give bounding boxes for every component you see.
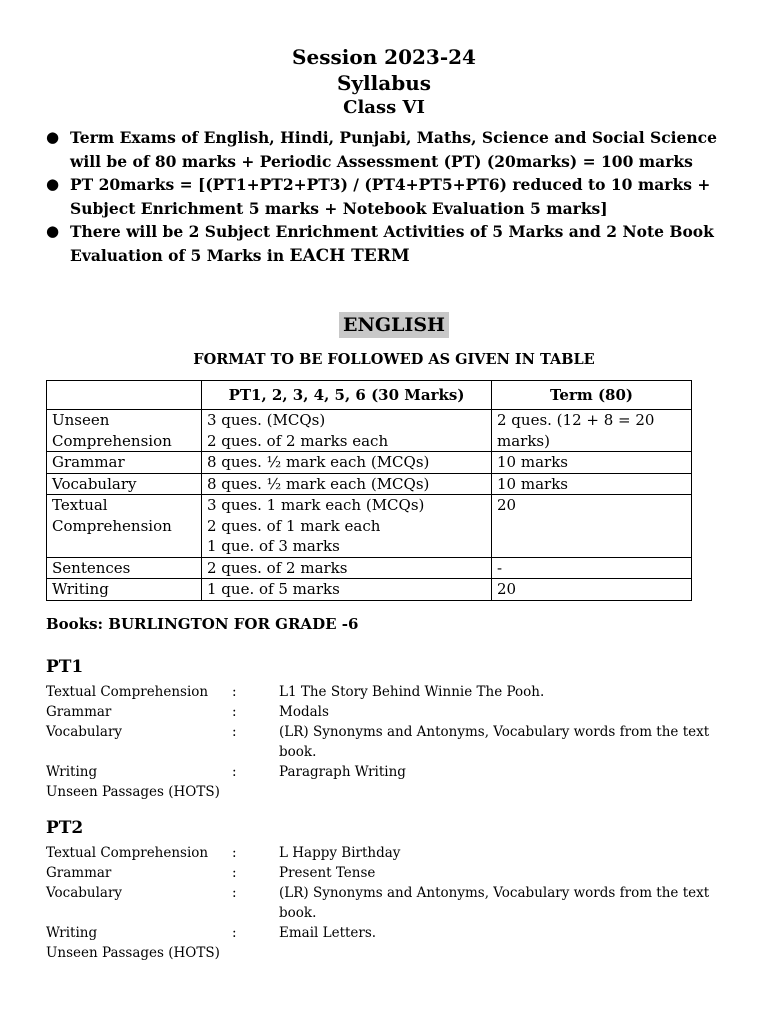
rule-text: There will be 2 Subject Enrichment Activities of 5 Marks and 2 Note Book Evaluation of 5 Marks in — [70, 222, 714, 265]
syllabus-row-label: Vocabulary — [46, 724, 123, 740]
cell-line: 2 ques. of 2 marks each — [207, 431, 389, 450]
pt1-section — [46, 656, 746, 802]
cell-line: Vocabulary — [52, 474, 137, 493]
pt-marks-cell — [202, 557, 492, 579]
section-cell — [47, 495, 202, 558]
cell-line: 10 marks — [497, 474, 568, 493]
term-marks-cell — [492, 579, 692, 601]
cell-line: 2 ques. of 1 mark each — [207, 516, 381, 535]
syllabus-row — [46, 863, 746, 883]
syllabus-row — [46, 722, 746, 762]
pt2-section — [46, 817, 746, 963]
syllabus-row-value: Email Letters. — [279, 925, 377, 941]
section-cell — [47, 473, 202, 495]
syllabus-row-value: Modals — [279, 704, 329, 720]
table-header-cell: Term (80) — [492, 381, 692, 410]
marks-format-table — [46, 380, 692, 601]
pt-marks-cell — [202, 452, 492, 474]
syllabus-row-colon: : — [232, 684, 237, 700]
cell-line: Sentences — [52, 558, 131, 577]
subject-heading: ENGLISH — [339, 312, 449, 338]
syllabus-row — [46, 923, 746, 943]
table-header-cell — [47, 381, 202, 410]
term-marks-cell — [492, 410, 692, 452]
cell-line: 20 — [497, 580, 517, 598]
books-line: Books: BURLINGTON FOR GRADE -6 — [46, 615, 359, 633]
cell-line: 1 que. of 5 marks — [207, 580, 340, 598]
syllabus-row-colon: : — [232, 724, 237, 740]
syllabus-row-value: Paragraph Writing — [279, 764, 406, 780]
syllabus-row — [46, 702, 746, 722]
cell-line: 8 ques. ½ mark each (MCQs) — [207, 474, 430, 493]
format-heading: FORMAT TO BE FOLLOWED AS GIVEN IN TABLE — [193, 351, 595, 368]
syllabus-row-label: Textual Comprehension — [46, 845, 209, 861]
section-cell — [47, 579, 202, 601]
syllabus-row — [46, 883, 746, 923]
syllabus-row-label: Grammar — [46, 704, 112, 720]
term-marks-cell — [492, 473, 692, 495]
syllabus-row-label: Vocabulary — [46, 885, 123, 901]
syllabus-row-label: Writing — [46, 764, 98, 780]
section-cell — [47, 452, 202, 474]
rule-item — [46, 126, 746, 173]
syllabus-row-value: L Happy Birthday — [279, 845, 401, 861]
pt-title: PT2 — [46, 818, 84, 838]
cell-line: 3 ques. 1 mark each (MCQs) — [207, 496, 425, 514]
section-cell — [47, 410, 202, 452]
syllabus-row — [46, 843, 746, 863]
table-row — [47, 473, 692, 495]
table-row — [47, 410, 692, 452]
term-marks-cell — [492, 452, 692, 474]
session-title: Session 2023-24 — [292, 45, 476, 69]
cell-line: 3 ques. (MCQs) — [207, 411, 326, 429]
cell-line: 2 ques. of 2 marks — [207, 558, 348, 577]
table-header-cell: PT1, 2, 3, 4, 5, 6 (30 Marks) — [202, 381, 492, 410]
table-row — [47, 579, 692, 601]
cell-line: Comprehension — [52, 431, 172, 450]
pt-rows — [46, 843, 746, 963]
syllabus-row-value: (LR) Synonyms and Antonyms, Vocabulary words from the text book. — [279, 724, 710, 760]
bullet-icon: ● — [46, 175, 60, 193]
bullet-icon: ● — [46, 222, 60, 240]
syllabus-row-colon: : — [232, 704, 237, 720]
rule-item — [46, 173, 746, 220]
pt-rows — [46, 682, 746, 802]
rules-list — [46, 126, 746, 268]
cell-line: 10 marks — [497, 453, 568, 471]
table-body — [47, 410, 692, 601]
syllabus-row-value: (LR) Synonyms and Antonyms, Vocabulary words from the text book. — [279, 885, 710, 921]
syllabus-row-value: L1 The Story Behind Winnie The Pooh. — [279, 684, 545, 700]
syllabus-row-colon: : — [232, 885, 237, 901]
syllabus-row — [46, 943, 746, 963]
syllabus-row-colon: : — [232, 865, 237, 881]
pt-title: PT1 — [46, 657, 84, 677]
term-marks-cell — [492, 557, 692, 579]
cell-line: Unseen — [52, 411, 110, 429]
table-row — [47, 557, 692, 579]
syllabus-row-colon: : — [232, 764, 237, 780]
table-header-row — [47, 381, 692, 410]
cell-line: - — [497, 558, 503, 577]
table-row — [47, 452, 692, 474]
syllabus-row-colon: : — [232, 925, 237, 941]
syllabus-row-label: Unseen Passages (HOTS) — [46, 945, 220, 961]
pt-marks-cell — [202, 495, 492, 558]
syllabus-row-label: Grammar — [46, 865, 112, 881]
class-title: Class VI — [343, 97, 425, 118]
cell-line: Grammar — [52, 453, 125, 471]
cell-line: 1 que. of 3 marks — [207, 537, 340, 555]
syllabus-row — [46, 782, 746, 802]
pt-marks-cell — [202, 473, 492, 495]
syllabus-title: Syllabus — [336, 71, 431, 95]
pt-marks-cell — [202, 410, 492, 452]
table-row — [47, 495, 692, 558]
cell-line: Writing — [52, 580, 109, 598]
cell-line: Textual — [52, 496, 108, 514]
rule-emphasis: EACH TERM — [289, 245, 410, 266]
cell-line: 2 ques. (12 + 8 = 20 — [497, 411, 655, 429]
rule-text: PT 20marks = [(PT1+PT2+PT3) / (PT4+PT5+PT6) reduced to 10 marks + Subject Enrichment 5 marks + Notebook Evaluation 5 marks] — [70, 175, 711, 218]
cell-line: Comprehension — [52, 516, 172, 535]
syllabus-row — [46, 762, 746, 782]
cell-line: 8 ques. ½ mark each (MCQs) — [207, 453, 430, 471]
cell-line: 20 — [497, 496, 517, 514]
syllabus-row-label: Unseen Passages (HOTS) — [46, 784, 220, 800]
document-header — [0, 44, 768, 120]
bullet-icon: ● — [46, 128, 60, 146]
syllabus-row-value: Present Tense — [279, 865, 376, 881]
syllabus-row-colon: : — [232, 845, 237, 861]
rule-item — [46, 220, 746, 268]
syllabus-row — [46, 682, 746, 702]
cell-line: marks) — [497, 431, 550, 450]
syllabus-row-label: Writing — [46, 925, 98, 941]
pt-marks-cell — [202, 579, 492, 601]
term-marks-cell — [492, 495, 692, 558]
rule-text: Term Exams of English, Hindi, Punjabi, Maths, Science and Social Science will be of 80 marks + Periodic Assessment (PT) (20marks) = 100 marks — [70, 128, 717, 171]
section-cell — [47, 557, 202, 579]
syllabus-row-label: Textual Comprehension — [46, 684, 209, 700]
